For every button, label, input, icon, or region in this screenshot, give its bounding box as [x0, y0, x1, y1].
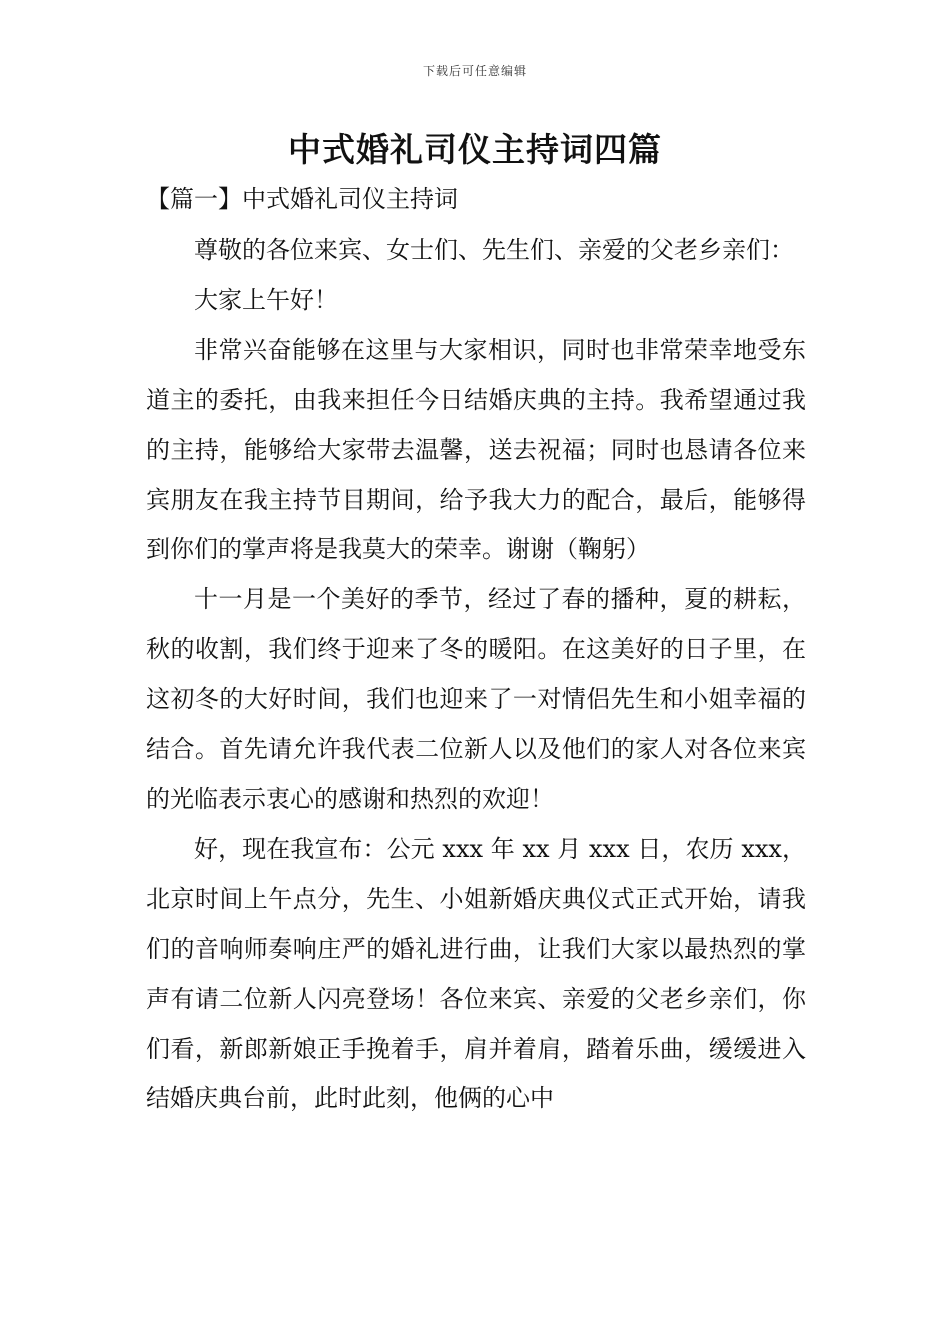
paragraph-season: 十一月是一个美好的季节，经过了春的播种，夏的耕耘，秋的收割，我们终于迎来了冬的暖阳。在这美好的日子里，在这初冬的大好时间，我们也迎来了一对情侣先生和小姐幸福的结合。首先请允许我代表二位新人以及他们的家人对各位来宾的光临表示衷心的感谢和热烈的欢迎！: [146, 585, 806, 813]
document-body: [146, 226, 806, 1124]
paragraph-intro: 非常兴奋能够在这里与大家相识，同时也非常荣幸地受东道主的委托，由我来担任今日结婚庆典的主持。我希望通过我的主持，能够给大家带去温馨，送去祝福；同时也恳请各位来宾朋友在我主持节目期间，给予我大力的配合，最后，能够得到你们的掌声将是我莫大的荣幸。谢谢（鞠躬）: [146, 335, 806, 564]
paragraph-greeting: 尊敬的各位来宾、女士们、先生们、亲爱的父老乡亲们：: [194, 236, 794, 264]
header-note: 下载后可任意编辑: [422, 64, 527, 78]
document-title: 中式婚礼司仪主持词四篇: [288, 130, 662, 169]
paragraph-announcement: 好，现在我宣布：公元 xxx 年 xx 月 xxx 日，农历 xxx，北京时间上午点分，先生、小姐新婚庆典仪式正式开始，请我们的音响师奏响庄严的婚礼进行曲，让我们大家以最热烈的掌声有请二位新人闪亮登场！各位来宾、亲爱的父老乡亲们，你们看，新郎新娘正手挽着手，肩并着肩，踏着乐曲，缓缓进入结婚庆典台前，此时此刻，他俩的心中: [146, 834, 806, 1113]
paragraph-hello: 大家上午好！: [194, 285, 338, 314]
section-heading: 【篇一】中式婚礼司仪主持词: [146, 185, 458, 213]
